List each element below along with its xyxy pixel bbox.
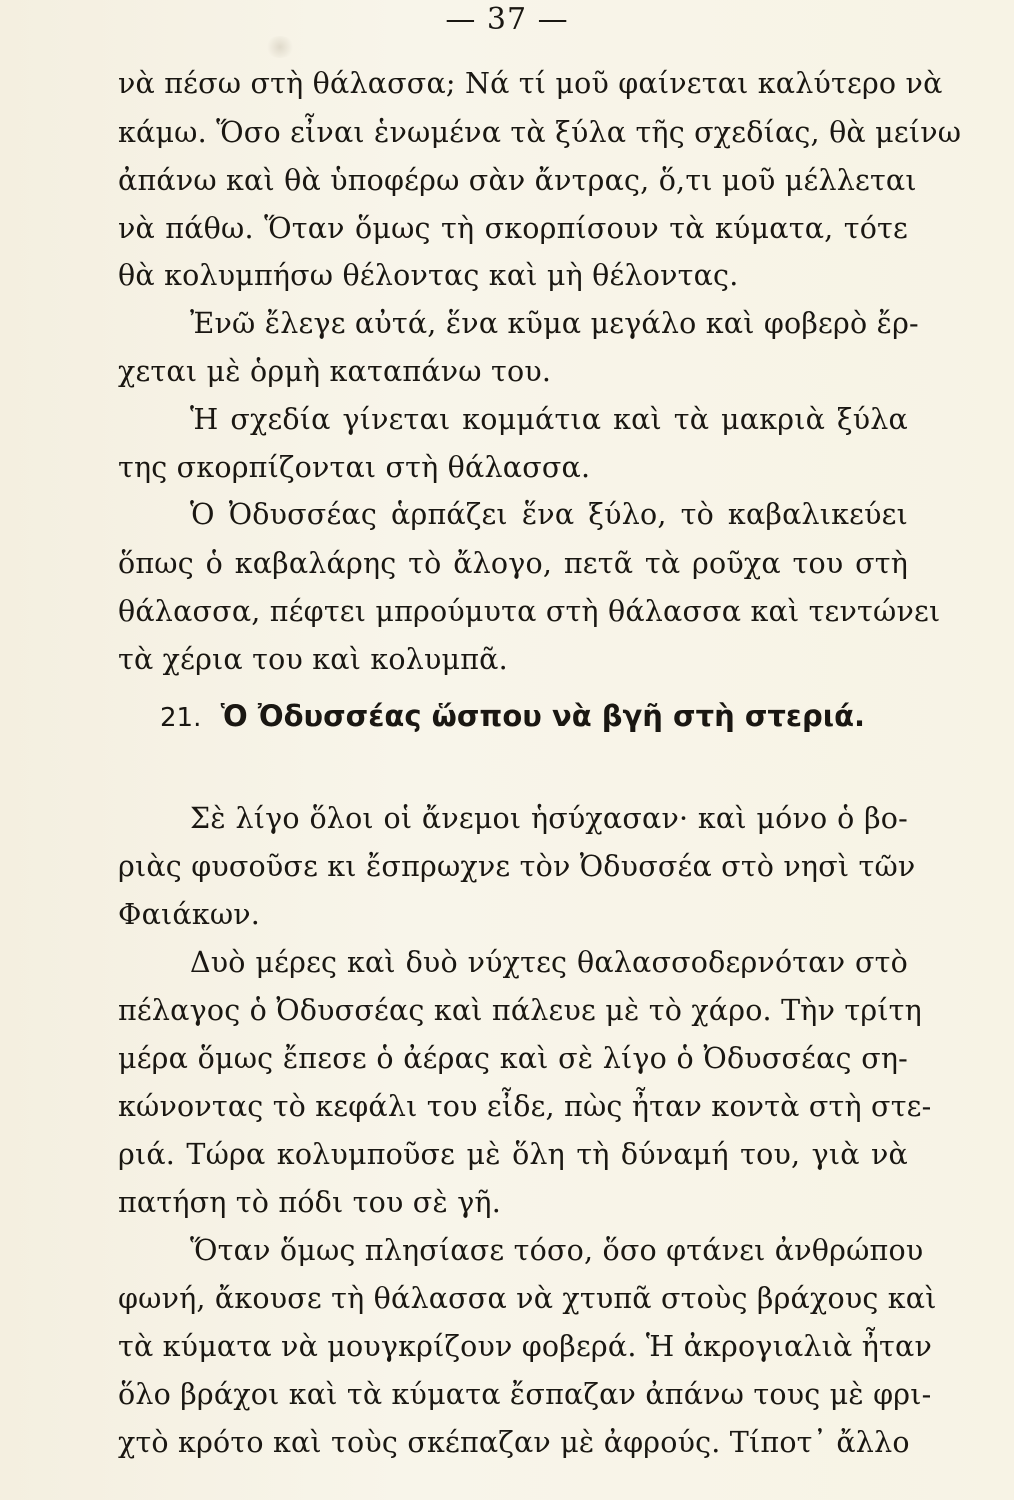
section-number: 21. — [160, 703, 202, 733]
text-line: νὰ πάθω. Ὅταν ὅμως τὴ σκορπίσουν τὰ κύματα, τότε — [118, 212, 908, 245]
text-line: θὰ κολυμπήσω θέλοντας καὶ μὴ θέλοντας. — [118, 259, 739, 292]
text-line: Φαιάκων. — [118, 898, 261, 931]
text-line: Ἐνῶ ἔλεγε αὐτά, ἕνα κῦμα μεγάλο καὶ φοβερὸ ἔρ- — [190, 307, 919, 340]
text-line: χτὸ κρότο καὶ τοὺς σκέπαζαν μὲ ἀφρούς. Τίποτ᾽ ἄλλο — [118, 1426, 910, 1459]
text-line: τὰ χέρια του καὶ κολυμπᾶ. — [118, 643, 508, 676]
text-line: Ἡ σχεδία γίνεται κομμάτια καὶ τὰ μακριὰ ξύλα — [190, 403, 908, 436]
text-line: μέρα ὅμως ἔπεσε ὁ ἀέρας καὶ σὲ λίγο ὁ Ὀδυσσέας ση- — [118, 1042, 908, 1075]
text-line: ὅλο βράχοι καὶ τὰ κύματα ἔσπαζαν ἀπάνω τους μὲ φρι- — [118, 1378, 932, 1411]
text-line: Σὲ λίγο ὅλοι οἱ ἄνεμοι ἡσύχασαν· καὶ μόνο ὁ βο- — [190, 802, 908, 835]
text-line: κάμω. Ὅσο εἶναι ἑνωμένα τὰ ξύλα τῆς σχεδίας, θὰ μείνω — [118, 116, 962, 149]
page-number: — 37 — — [445, 2, 569, 37]
text-line: Δυὸ μέρες καὶ δυὸ νύχτες θαλασσοδερνόταν στὸ — [190, 946, 908, 979]
text-line: πέλαγος ὁ Ὀδυσσέας καὶ πάλευε μὲ τὸ χάρο. Τὴν τρίτη — [118, 994, 922, 1027]
text-line: ὅπως ὁ καβαλάρης τὸ ἄλογο, πετᾶ τὰ ροῦχα του στὴ — [118, 547, 908, 580]
text-line: ριά. Τώρα κολυμποῦσε μὲ ὅλη τὴ δύναμή του, γιὰ νὰ — [118, 1138, 908, 1171]
ink-smudge — [265, 36, 295, 58]
text-line: πατήση τὸ πόδι του σὲ γῆ. — [118, 1186, 501, 1219]
section-title: Ὁ Ὀδυσσέας ὥσπου νὰ βγῆ στὴ στεριά. — [220, 699, 866, 733]
text-line: ριὰς φυσοῦσε κι ἔσπρωχνε τὸν Ὀδυσσέα στὸ νησὶ τῶν — [118, 850, 916, 883]
text-line: φωνή, ἄκουσε τὴ θάλασσα νὰ χτυπᾶ στοὺς βράχους καὶ — [118, 1282, 937, 1315]
text-line: της σκορπίζονται στὴ θάλασσα. — [118, 451, 591, 484]
text-line: νὰ πέσω στὴ θάλασσα; Νά τί μοῦ φαίνεται καλύτερο νὰ — [118, 67, 943, 100]
text-line: τὰ κύματα νὰ μουγκρίζουν φοβερά. Ἡ ἀκρογιαλιὰ ἦταν — [118, 1330, 932, 1363]
text-line: θάλασσα, πέφτει μπρούμυτα στὴ θάλασσα καὶ τεντώνει — [118, 595, 941, 628]
text-line: Ὁ Ὀδυσσέας ἁρπάζει ἕνα ξύλο, τὸ καβαλικεύει — [190, 498, 908, 531]
section-heading — [160, 697, 865, 737]
text-line: κώνοντας τὸ κεφάλι του εἶδε, πὼς ἦταν κοντὰ στὴ στε- — [118, 1090, 932, 1123]
text-line: χεται μὲ ὁρμὴ καταπάνω του. — [118, 355, 552, 388]
text-line: ἀπάνω καὶ θὰ ὑποφέρω σὰν ἄντρας, ὅ,τι μοῦ μέλλεται — [118, 164, 917, 197]
text-line: Ὅταν ὅμως πλησίασε τόσο, ὅσο φτάνει ἀνθρώπου — [190, 1234, 924, 1267]
